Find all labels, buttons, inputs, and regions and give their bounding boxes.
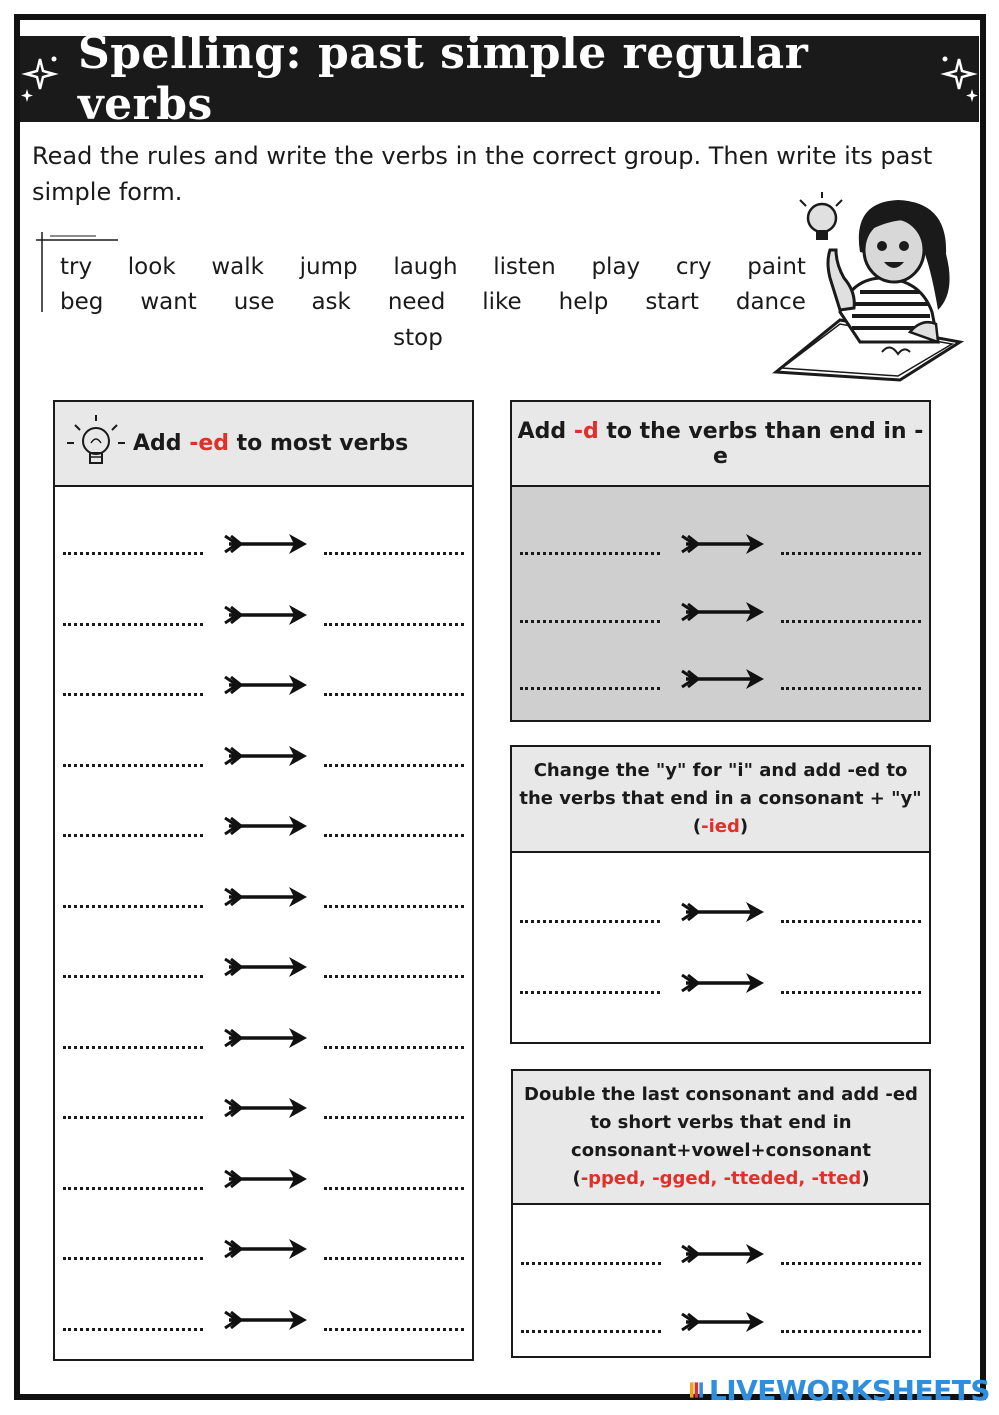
past-form-blank[interactable] <box>324 958 464 978</box>
base-verb-blank[interactable] <box>520 974 660 994</box>
base-verb-blank[interactable] <box>520 670 660 690</box>
past-form-blank[interactable] <box>781 1245 921 1265</box>
past-form-blank[interactable] <box>324 606 464 626</box>
answer-row <box>520 897 921 927</box>
suffix-highlight: -d <box>573 418 599 444</box>
answer-row <box>63 1305 464 1335</box>
base-verb-blank[interactable] <box>63 676 203 696</box>
past-form-blank[interactable] <box>781 903 921 923</box>
past-form-blank[interactable] <box>324 1240 464 1260</box>
answer-row <box>520 664 921 694</box>
rule-box-ied <box>510 745 931 1044</box>
word-bank-word: walk <box>211 254 264 280</box>
base-verb-blank[interactable] <box>521 1245 661 1265</box>
past-form-blank[interactable] <box>324 1170 464 1190</box>
arrow-icon <box>680 968 766 998</box>
sparkle-icon <box>939 53 979 105</box>
word-bank-row <box>60 289 806 315</box>
base-verb-blank[interactable] <box>63 817 203 837</box>
answer-row <box>63 952 464 982</box>
word-bank-word: listen <box>493 254 556 280</box>
answer-row <box>63 670 464 700</box>
past-form-blank[interactable] <box>324 676 464 696</box>
liveworksheets-logo <box>690 1374 990 1406</box>
answer-row <box>520 968 921 998</box>
student-illustration <box>770 192 970 382</box>
rule-header-ed <box>55 402 472 487</box>
word-bank-word: cry <box>675 254 712 280</box>
answer-row <box>520 529 921 559</box>
base-verb-blank[interactable] <box>520 535 660 555</box>
base-verb-blank[interactable] <box>63 958 203 978</box>
word-bank <box>36 232 816 362</box>
word-bank-row <box>60 325 806 351</box>
word-bank-word: paint <box>747 254 806 280</box>
past-form-blank[interactable] <box>781 603 921 623</box>
arrow-icon <box>223 811 309 841</box>
rule-text: to the verbs than end in -e <box>598 418 924 469</box>
arrow-icon <box>223 952 309 982</box>
answer-row <box>63 1164 464 1194</box>
answer-row <box>63 741 464 771</box>
past-form-blank[interactable] <box>324 817 464 837</box>
suffix-highlight: -ed <box>189 431 229 456</box>
past-form-blank[interactable] <box>324 1099 464 1119</box>
past-form-blank[interactable] <box>781 974 921 994</box>
past-form-blank[interactable] <box>324 888 464 908</box>
base-verb-blank[interactable] <box>63 1311 203 1331</box>
base-verb-blank[interactable] <box>520 603 660 623</box>
arrow-icon <box>680 529 766 559</box>
rule-text: Add <box>133 431 190 456</box>
base-verb-blank[interactable] <box>63 1099 203 1119</box>
arrow-icon <box>223 1164 309 1194</box>
rule-text: Add <box>517 418 574 444</box>
answer-row <box>63 882 464 912</box>
rule-header-double <box>513 1071 929 1205</box>
liveworksheets-logo-icon <box>690 1377 703 1403</box>
base-verb-blank[interactable] <box>520 903 660 923</box>
answer-row <box>63 1023 464 1053</box>
word-bank-word: ask <box>311 289 351 315</box>
past-form-blank[interactable] <box>324 535 464 555</box>
paren: ( <box>572 1168 581 1189</box>
word-bank-word: try <box>60 254 93 280</box>
word-bank-word: start <box>645 289 699 315</box>
arrow-icon <box>223 1023 309 1053</box>
arrow-icon <box>223 882 309 912</box>
past-form-blank[interactable] <box>781 535 921 555</box>
answer-row <box>520 597 921 627</box>
word-bank-word: help <box>558 289 609 315</box>
base-verb-blank[interactable] <box>63 747 203 767</box>
arrow-icon <box>223 1305 309 1335</box>
word-bank-word: like <box>482 289 522 315</box>
base-verb-blank[interactable] <box>521 1313 661 1333</box>
answer-row <box>521 1239 921 1269</box>
word-bank-word: want <box>140 289 197 315</box>
word-bank-word: dance <box>735 289 806 315</box>
rule-text: consonant+vowel+consonant <box>571 1140 871 1161</box>
base-verb-blank[interactable] <box>63 1029 203 1049</box>
arrow-icon <box>680 597 766 627</box>
answer-row <box>63 1093 464 1123</box>
rule-text: Double the last consonant and add -ed <box>524 1084 918 1105</box>
arrow-icon <box>223 600 309 630</box>
arrow-icon <box>223 529 309 559</box>
arrow-icon <box>223 741 309 771</box>
word-bank-word: stop <box>393 325 443 351</box>
logo-text: LIVEWORKSHEETS <box>708 1373 990 1407</box>
base-verb-blank[interactable] <box>63 606 203 626</box>
arrow-icon <box>223 1234 309 1264</box>
rule-text: Change the "y" for "i" and add -ed to <box>533 760 908 781</box>
rule-header-ied <box>512 747 929 853</box>
lightbulb-icon <box>65 413 127 475</box>
answer-row <box>63 529 464 559</box>
base-verb-blank[interactable] <box>63 535 203 555</box>
arrow-icon <box>680 1307 766 1337</box>
base-verb-blank[interactable] <box>63 1170 203 1190</box>
word-bank-word: jump <box>299 254 358 280</box>
rule-text: to most verbs <box>229 431 409 456</box>
suffix-highlight: -ied <box>701 816 740 837</box>
past-form-blank[interactable] <box>324 1311 464 1331</box>
past-form-blank[interactable] <box>781 670 921 690</box>
word-bank-word: laugh <box>393 254 458 280</box>
suffix-highlight: -pped, -gged, -tteded, -tted <box>580 1168 862 1189</box>
sparkle-icon <box>20 53 60 105</box>
rule-box-ed <box>53 400 474 1361</box>
word-bank-word: beg <box>60 289 104 315</box>
instructions: Read the rules and write the verbs in the correct group. Then write its past simple form. <box>32 142 933 206</box>
rule-box-d <box>510 400 931 722</box>
word-bank-word: look <box>127 254 176 280</box>
arrow-icon <box>223 1093 309 1123</box>
past-form-blank[interactable] <box>324 747 464 767</box>
answer-row <box>63 811 464 841</box>
arrow-icon <box>680 897 766 927</box>
word-bank-word: use <box>233 289 275 315</box>
arrow-icon <box>680 664 766 694</box>
word-bank-word: play <box>591 254 641 280</box>
past-form-blank[interactable] <box>781 1313 921 1333</box>
rule-box-double <box>511 1069 931 1358</box>
arrow-icon <box>223 670 309 700</box>
paren: ( <box>692 816 702 837</box>
arrow-icon <box>680 1239 766 1269</box>
answer-row <box>521 1307 921 1337</box>
base-verb-blank[interactable] <box>63 888 203 908</box>
rule-text: to short verbs that end in <box>590 1112 852 1133</box>
answer-row <box>63 600 464 630</box>
paren: ) <box>861 1168 870 1189</box>
answer-row <box>63 1234 464 1264</box>
page-title: Spelling: past simple regular verbs <box>78 28 809 130</box>
rule-header-d <box>512 402 929 487</box>
rule-text: the verbs that end in a consonant + "y" <box>519 788 922 809</box>
title-bar <box>20 24 979 130</box>
word-bank-row <box>60 254 806 280</box>
word-bank-word: need <box>387 289 446 315</box>
paren: ) <box>739 816 749 837</box>
base-verb-blank[interactable] <box>63 1240 203 1260</box>
past-form-blank[interactable] <box>324 1029 464 1049</box>
